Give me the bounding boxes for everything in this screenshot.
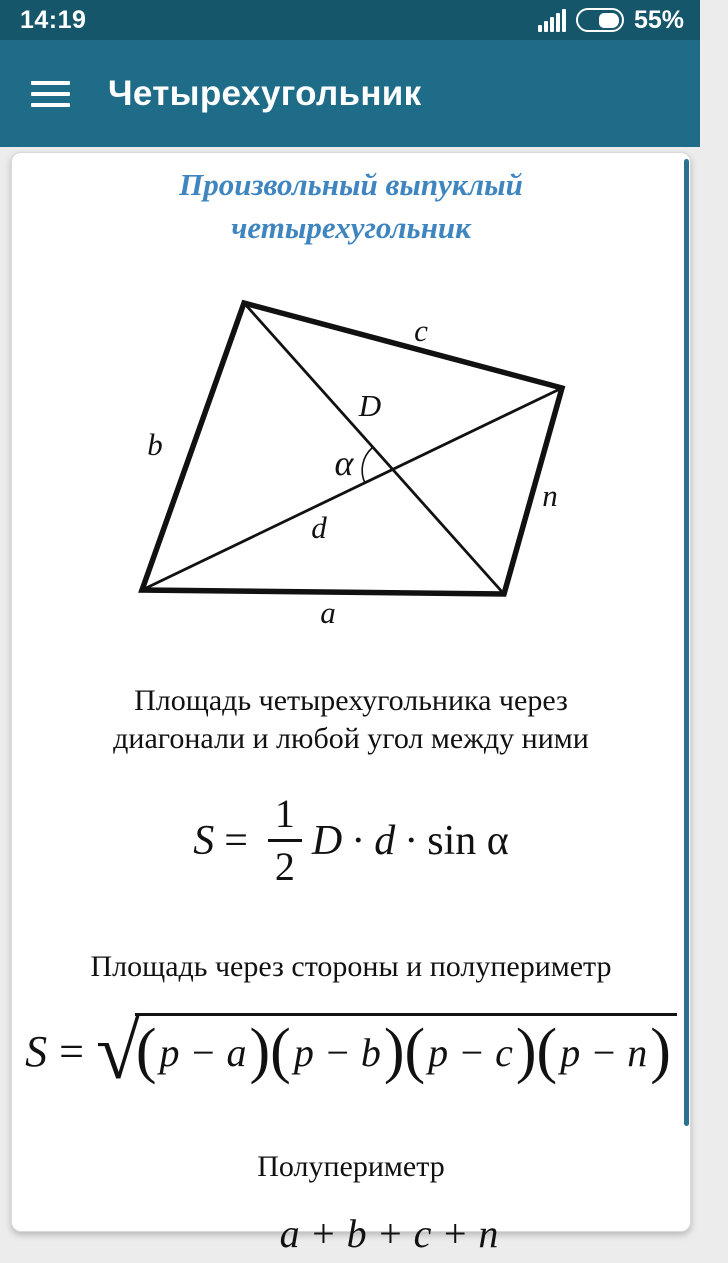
formula2-S: S bbox=[25, 1026, 48, 1076]
page-title: Четырехугольник bbox=[108, 73, 422, 113]
right-paren: ) bbox=[650, 1016, 671, 1085]
fraction-numerator: 1 bbox=[268, 792, 302, 842]
right-paren: ) bbox=[383, 1016, 405, 1085]
left-paren: ( bbox=[404, 1016, 426, 1085]
section3-heading: Полупериметр bbox=[257, 1150, 445, 1183]
diagonal-D-line bbox=[244, 303, 504, 594]
formula-area-perimeter-cutoff bbox=[50, 1203, 728, 1263]
label-side-a: a bbox=[320, 595, 336, 630]
right-paren: ) bbox=[249, 1016, 271, 1085]
formula-area-diagonals bbox=[12, 778, 690, 903]
formula1-sin-alpha: sin α bbox=[427, 817, 509, 864]
content-card[interactable] bbox=[11, 152, 691, 1256]
section1-heading bbox=[12, 682, 690, 758]
square-root bbox=[95, 1007, 677, 1096]
label-angle-alpha: α bbox=[334, 443, 354, 483]
factor-group bbox=[536, 1016, 671, 1085]
left-paren: ( bbox=[536, 1016, 558, 1085]
formula1-d: d bbox=[374, 817, 396, 864]
radicand bbox=[135, 1013, 677, 1090]
formula2-equals: = bbox=[59, 1026, 84, 1076]
factor-p-c: p − c bbox=[428, 1030, 513, 1075]
status-icons bbox=[538, 6, 684, 35]
app-bar bbox=[0, 40, 700, 147]
perimeter-sum: a + b + c + n bbox=[279, 1210, 499, 1256]
factor-p-a: p − a bbox=[159, 1030, 247, 1075]
formula1-D: D bbox=[311, 817, 343, 864]
scrollbar[interactable] bbox=[684, 159, 689, 1126]
formula1-equals: = bbox=[224, 817, 248, 864]
label-diagonal-d: d bbox=[311, 510, 327, 545]
multiply-dot: · bbox=[351, 817, 366, 864]
quadrilateral-diagram bbox=[101, 291, 601, 631]
figure-title-line2: четырехугольник bbox=[231, 210, 471, 245]
label-side-c: c bbox=[414, 313, 428, 348]
fraction-one-half bbox=[268, 792, 302, 889]
formula-area-semiperimeter bbox=[12, 1005, 690, 1097]
label-diagonal-D: D bbox=[358, 388, 382, 423]
left-paren: ( bbox=[135, 1016, 157, 1085]
left-paren: ( bbox=[270, 1016, 291, 1085]
factor-group bbox=[270, 1016, 405, 1085]
battery-percent: 55% bbox=[633, 5, 684, 34]
factor-p-n: p − n bbox=[560, 1030, 648, 1075]
factor-p-b: p − b bbox=[293, 1030, 381, 1075]
formula1-S: S bbox=[193, 817, 215, 864]
factor-group bbox=[404, 1016, 537, 1085]
fraction-denominator: 2 bbox=[274, 844, 295, 889]
section1-heading-line2: диагонали и любой угол между ними bbox=[113, 722, 589, 755]
section1-heading-line1: Площадь четырехугольника через bbox=[134, 684, 568, 717]
multiply-dot: · bbox=[404, 817, 419, 864]
factor-group bbox=[135, 1016, 271, 1085]
figure-title bbox=[12, 163, 690, 249]
radical-sign: √ bbox=[95, 1007, 140, 1096]
section2-heading: Площадь через стороны и полупериметр bbox=[90, 950, 612, 983]
status-bar bbox=[0, 0, 700, 40]
right-paren: ) bbox=[515, 1016, 537, 1085]
battery-icon bbox=[576, 8, 624, 32]
angle-arc bbox=[362, 448, 372, 483]
figure-title-line1: Произвольный выпуклый bbox=[179, 167, 523, 202]
clock: 14:19 bbox=[20, 5, 87, 34]
signal-bars-icon bbox=[538, 9, 566, 32]
label-side-n: n bbox=[542, 478, 558, 513]
hamburger-menu-icon[interactable] bbox=[26, 70, 74, 118]
label-side-b: b bbox=[147, 427, 163, 462]
